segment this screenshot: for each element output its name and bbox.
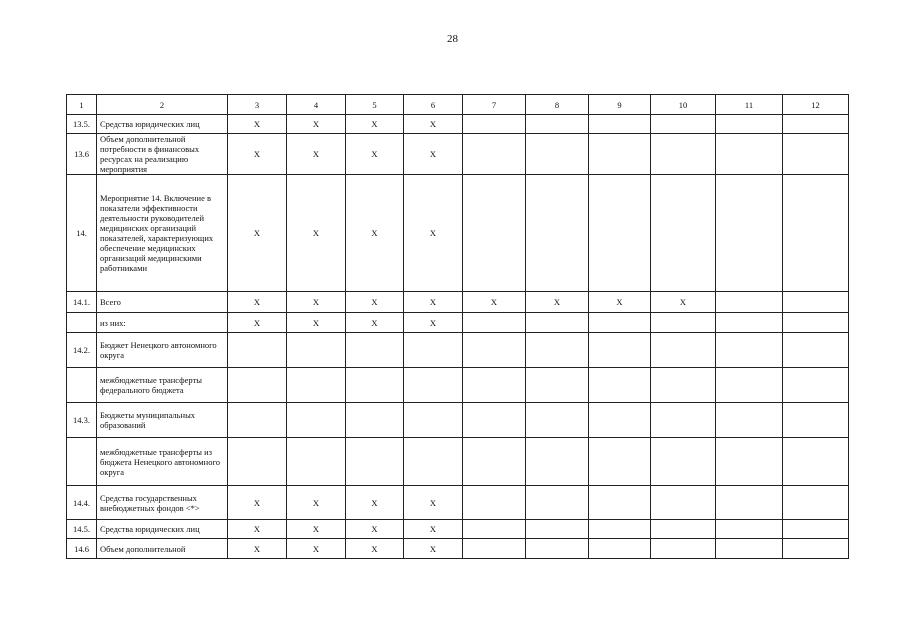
- table-cell: [589, 175, 651, 292]
- table-cell: X: [346, 115, 404, 134]
- table-cell: [589, 438, 651, 486]
- table-cell: [651, 134, 716, 175]
- table-cell: X: [287, 292, 346, 313]
- table-cell: [526, 333, 589, 368]
- table-row: [67, 175, 849, 292]
- table-cell: X: [346, 292, 404, 313]
- table-cell: X: [228, 520, 287, 539]
- column-header: 3: [228, 95, 287, 115]
- table-row: [67, 134, 849, 175]
- table-cell: [346, 438, 404, 486]
- table-cell: X: [404, 175, 463, 292]
- table-row: [67, 403, 849, 438]
- row-number: 14.5.: [67, 520, 97, 539]
- table-cell: [526, 438, 589, 486]
- table-cell: X: [287, 486, 346, 520]
- table-cell: [589, 486, 651, 520]
- table-cell: X: [346, 175, 404, 292]
- table-cell: [589, 368, 651, 403]
- table-row: [67, 486, 849, 520]
- table-cell: X: [228, 313, 287, 333]
- table-cell: X: [228, 486, 287, 520]
- table-cell: [526, 403, 589, 438]
- row-name: Всего: [97, 292, 228, 313]
- table-cell: [716, 333, 783, 368]
- table-cell: X: [404, 134, 463, 175]
- table-cell: [589, 313, 651, 333]
- table-cell: X: [651, 292, 716, 313]
- table-cell: [228, 333, 287, 368]
- table-cell: [404, 368, 463, 403]
- table-cell: [651, 333, 716, 368]
- row-number: 13.6: [67, 134, 97, 175]
- row-name: Бюджет Ненецкого автономного округа: [97, 333, 228, 368]
- row-number: 14.2.: [67, 333, 97, 368]
- table-cell: [526, 313, 589, 333]
- table-cell: [716, 134, 783, 175]
- table-cell: [463, 313, 526, 333]
- table-cell: [651, 313, 716, 333]
- table-cell: X: [287, 134, 346, 175]
- table-cell: [716, 520, 783, 539]
- table-cell: [651, 115, 716, 134]
- table-cell: X: [346, 539, 404, 559]
- table-cell: [526, 115, 589, 134]
- row-name: Бюджеты муниципальных образований: [97, 403, 228, 438]
- row-number: [67, 438, 97, 486]
- table-cell: [463, 520, 526, 539]
- table-cell: [783, 333, 849, 368]
- table-cell: [651, 486, 716, 520]
- table-cell: [526, 486, 589, 520]
- table-cell: [716, 438, 783, 486]
- row-number: 14.1.: [67, 292, 97, 313]
- table-cell: [404, 403, 463, 438]
- table-row: [67, 438, 849, 486]
- table-cell: X: [404, 292, 463, 313]
- column-header: 12: [783, 95, 849, 115]
- table-cell: [589, 115, 651, 134]
- column-header: 10: [651, 95, 716, 115]
- table-cell: [783, 520, 849, 539]
- table-cell: [589, 333, 651, 368]
- table-cell: [651, 539, 716, 559]
- table-cell: [716, 368, 783, 403]
- table-cell: X: [287, 313, 346, 333]
- table-cell: [783, 438, 849, 486]
- table-cell: X: [589, 292, 651, 313]
- table-cell: [783, 115, 849, 134]
- row-number: 13.5.: [67, 115, 97, 134]
- table-cell: [589, 520, 651, 539]
- row-name: Средства государственных внебюджетных фондов <*>: [97, 486, 228, 520]
- column-header: 11: [716, 95, 783, 115]
- table-row: [67, 368, 849, 403]
- table-cell: X: [404, 115, 463, 134]
- table-cell: [783, 313, 849, 333]
- column-header: 5: [346, 95, 404, 115]
- table-cell: [463, 539, 526, 559]
- table-cell: [716, 313, 783, 333]
- table-cell: [526, 539, 589, 559]
- table-cell: [228, 368, 287, 403]
- table-cell: [287, 333, 346, 368]
- table-cell: [783, 175, 849, 292]
- table-row: [67, 292, 849, 313]
- table-cell: [287, 403, 346, 438]
- table-cell: X: [346, 313, 404, 333]
- table-cell: [783, 368, 849, 403]
- table-cell: [463, 438, 526, 486]
- table-cell: X: [463, 292, 526, 313]
- table-cell: [716, 486, 783, 520]
- table-cell: X: [404, 520, 463, 539]
- table-cell: [526, 520, 589, 539]
- table-cell: [716, 292, 783, 313]
- table-cell: [589, 403, 651, 438]
- table-cell: X: [287, 115, 346, 134]
- table-cell: [589, 134, 651, 175]
- table-cell: X: [346, 520, 404, 539]
- page-number: 28: [447, 33, 458, 45]
- table-cell: [463, 486, 526, 520]
- table-cell: X: [287, 175, 346, 292]
- table-cell: [404, 438, 463, 486]
- table-cell: [228, 403, 287, 438]
- column-header: 9: [589, 95, 651, 115]
- table-cell: X: [346, 134, 404, 175]
- table-row: [67, 520, 849, 539]
- table-cell: [346, 333, 404, 368]
- table-cell: X: [404, 486, 463, 520]
- row-name: из них:: [97, 313, 228, 333]
- table-cell: X: [404, 539, 463, 559]
- table-cell: X: [346, 486, 404, 520]
- table-cell: X: [228, 134, 287, 175]
- table-cell: [651, 438, 716, 486]
- table-cell: [526, 134, 589, 175]
- table-cell: X: [228, 115, 287, 134]
- table-cell: [463, 403, 526, 438]
- table-cell: [716, 403, 783, 438]
- table-cell: [346, 403, 404, 438]
- table-cell: X: [287, 520, 346, 539]
- table-cell: [651, 403, 716, 438]
- header-row: [67, 95, 849, 115]
- table-cell: [463, 175, 526, 292]
- row-name: межбюджетные трансферты из бюджета Ненецкого автономного округа: [97, 438, 228, 486]
- table-cell: [346, 368, 404, 403]
- table-row: [67, 333, 849, 368]
- table-cell: [783, 134, 849, 175]
- table-cell: [716, 115, 783, 134]
- table-cell: [287, 368, 346, 403]
- row-number: 14.4.: [67, 486, 97, 520]
- column-header: 1: [67, 95, 97, 115]
- column-header: 8: [526, 95, 589, 115]
- table-cell: [783, 486, 849, 520]
- column-header: 7: [463, 95, 526, 115]
- column-header: 2: [97, 95, 228, 115]
- row-name: Объем дополнительной: [97, 539, 228, 559]
- table-cell: [651, 175, 716, 292]
- table-cell: [463, 115, 526, 134]
- table-cell: [589, 539, 651, 559]
- table-cell: [783, 539, 849, 559]
- row-number: [67, 368, 97, 403]
- row-number: 14.: [67, 175, 97, 292]
- table-cell: [716, 539, 783, 559]
- table-cell: [526, 368, 589, 403]
- table-cell: X: [228, 539, 287, 559]
- row-number: 14.6: [67, 539, 97, 559]
- table-row: [67, 115, 849, 134]
- column-header: 4: [287, 95, 346, 115]
- budget-table: [66, 94, 849, 559]
- table-cell: [228, 438, 287, 486]
- table-cell: [716, 175, 783, 292]
- table-cell: [287, 438, 346, 486]
- table-cell: [651, 368, 716, 403]
- row-name: Объем дополнительной потребности в финансовых ресурсах на реализацию мероприятия: [97, 134, 228, 175]
- table-cell: X: [228, 175, 287, 292]
- table-row: [67, 313, 849, 333]
- table-cell: [404, 333, 463, 368]
- table-cell: [783, 403, 849, 438]
- table-cell: [783, 292, 849, 313]
- table-cell: [651, 520, 716, 539]
- row-name: Мероприятие 14. Включение в показатели эффективности деятельности руководителей медицинских организаций показателей, характеризующих обеспечение медицинских организаций медицинскими работниками: [97, 175, 228, 292]
- table-cell: [463, 368, 526, 403]
- table-cell: [463, 134, 526, 175]
- row-name: Средства юридических лиц: [97, 520, 228, 539]
- row-number: 14.3.: [67, 403, 97, 438]
- table-cell: X: [228, 292, 287, 313]
- table-cell: [526, 175, 589, 292]
- row-name: Средства юридических лиц: [97, 115, 228, 134]
- table-cell: X: [404, 313, 463, 333]
- table-cell: X: [287, 539, 346, 559]
- table-cell: [463, 333, 526, 368]
- table-cell: X: [526, 292, 589, 313]
- row-name: межбюджетные трансферты федерального бюджета: [97, 368, 228, 403]
- table-row: [67, 539, 849, 559]
- column-header: 6: [404, 95, 463, 115]
- row-number: [67, 313, 97, 333]
